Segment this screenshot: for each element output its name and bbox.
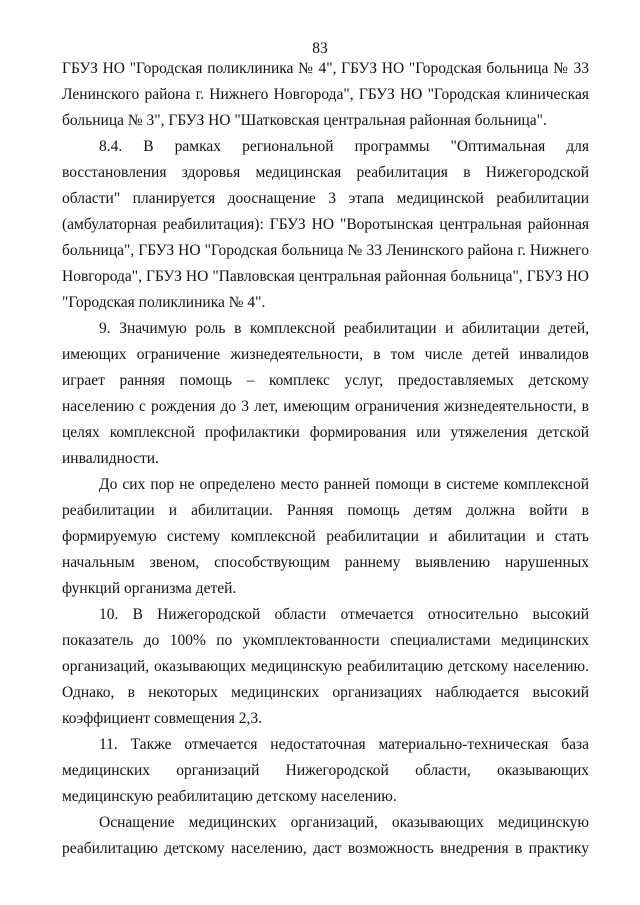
- paragraph-continuation: ГБУЗ НО "Городская поликлиника № 4", ГБУЗ НО "Городская больница № 33 Ленинского района г. Нижнего Новгорода", ГБУЗ НО "Городская клиническая больница № 3", ГБУЗ НО "Шатковская центральная районная больница".: [62, 60, 589, 129]
- paragraph-11: 11. Также отмечается недостаточная материально-техническая база медицинских организаций Нижегородской области, оказывающих медицинскую реабилитацию детскому населению.: [62, 736, 589, 805]
- paragraph-10: 10. В Нижегородской области отмечается относительно высокий показатель до 100% по укомплектованности специалистами медицинских организаций, оказывающих медицинскую реабилитацию детскому населению. Однако, в некоторых медицинских организациях наблюдается высокий коэффициент совмещения 2,3.: [62, 606, 589, 727]
- paragraph-equipment: Оснащение медицинских организаций, оказывающих медицинскую реабилитацию детскому населению, даст возможность внедрения в практику: [62, 814, 589, 857]
- paragraph-9: 9. Значимую роль в комплексной реабилитации и абилитации детей, имеющих ограничение жизнедеятельности, в том числе детей инвалидов играет ранняя помощь – комплекс услуг, предоставляемых детскому населению с рождения до 3 лет, имеющим ограничения жизнедеятельности, в целях комплексной профилактики формирования или утяжеления детской инвалидности.: [62, 320, 589, 467]
- paragraph-8-4: 8.4. В рамках региональной программы "Оптимальная для восстановления здоровья медицинская реабилитация в Нижегородской области" планируется дооснащение 3 этапа медицинской реабилитации (амбулаторная реабилитация): ГБУЗ НО "Воротынская центральная районная больница", ГБУЗ НО "Городская больница № 33 Ленинского района г. Нижнего Новгорода", ГБУЗ НО "Павловская центральная районная больница", ГБУЗ НО "Городская поликлиника № 4".: [62, 138, 589, 311]
- page-number: 83: [312, 40, 328, 57]
- document-body: [62, 56, 589, 862]
- paragraph-early-help: До сих пор не определено место ранней помощи в системе комплексной реабилитации и абилитации. Ранняя помощь детям должна войти в формируемую систему комплексной реабилитации и абилитации и стать начальным звеном, способствующим раннему выявлению нарушенных функций организма детей.: [62, 476, 589, 597]
